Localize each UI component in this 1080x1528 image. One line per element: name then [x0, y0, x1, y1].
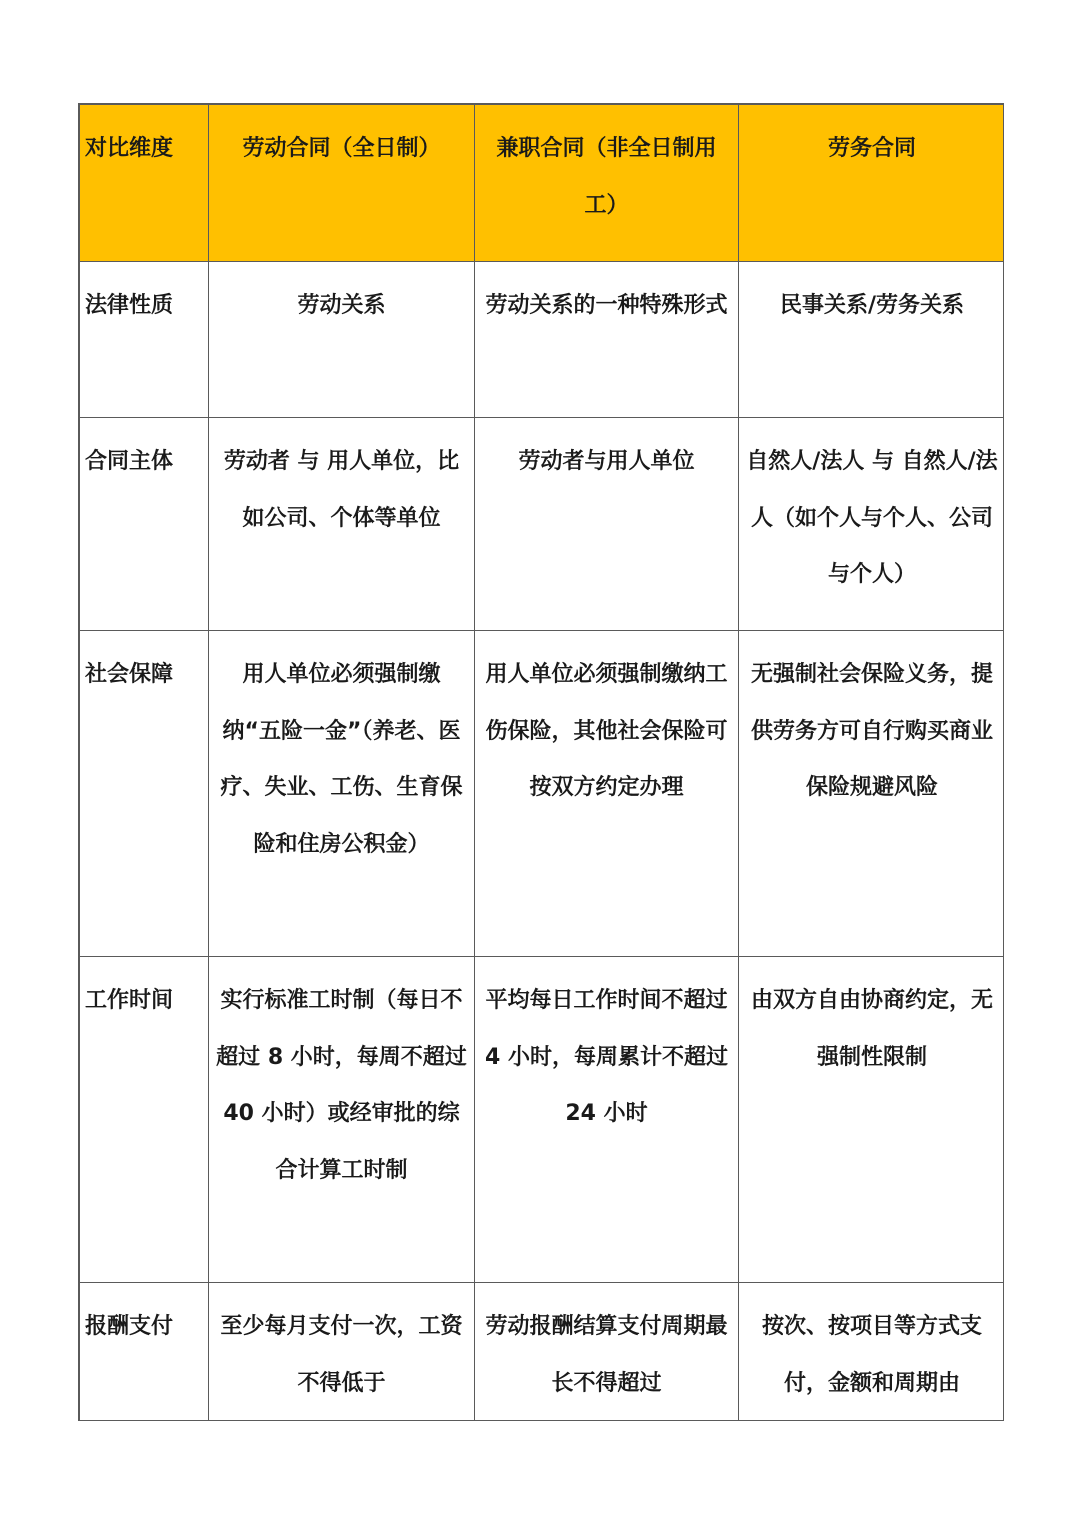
- cell-parttime: 平均每日工作时间不超过 4 小时，每周累计不超过 24 小时: [475, 957, 739, 1283]
- cell-service: 无强制社会保险义务，提供劳务方可自行购买商业保险规避风险: [739, 631, 1005, 957]
- cell-labor: 劳动者 与 用人单位，比如公司、个体等单位: [209, 418, 475, 631]
- header-service-contract: 劳务合同: [739, 105, 1005, 262]
- row-dimension: 工作时间: [80, 957, 209, 1283]
- cell-service: 自然人/法人 与 自然人/法人（如个人与个人、公司与个人）: [739, 418, 1005, 631]
- header-dimension: 对比维度: [80, 105, 209, 262]
- cell-parttime: 劳动关系的一种特殊形式: [475, 262, 739, 418]
- table-row: [80, 957, 1005, 1283]
- cell-service: 按次、按项目等方式支付，金额和周期由: [739, 1283, 1005, 1422]
- comparison-table-container: [78, 103, 1004, 1421]
- table-row: [80, 262, 1005, 418]
- table-row: [80, 418, 1005, 631]
- cell-labor: 至少每月支付一次，工资不得低于: [209, 1283, 475, 1422]
- table-row: [80, 1283, 1005, 1422]
- cell-labor: 用人单位必须强制缴纳“五险一金”（养老、医疗、失业、工伤、生育保险和住房公积金）: [209, 631, 475, 957]
- cell-service: 由双方自由协商约定，无强制性限制: [739, 957, 1005, 1283]
- cell-parttime: 用人单位必须强制缴纳工伤保险，其他社会保险可按双方约定办理: [475, 631, 739, 957]
- cell-parttime: 劳动报酬结算支付周期最长不得超过: [475, 1283, 739, 1422]
- row-dimension: 报酬支付: [80, 1283, 209, 1422]
- cell-labor: 实行标准工时制（每日不超过 8 小时，每周不超过 40 小时）或经审批的综合计算工时制: [209, 957, 475, 1283]
- row-dimension: 法律性质: [80, 262, 209, 418]
- row-dimension: 合同主体: [80, 418, 209, 631]
- table-row: [80, 631, 1005, 957]
- table-header-row: [80, 105, 1005, 262]
- row-dimension: 社会保障: [80, 631, 209, 957]
- cell-labor: 劳动关系: [209, 262, 475, 418]
- header-labor-contract: 劳动合同（全日制）: [209, 105, 475, 262]
- cell-parttime: 劳动者与用人单位: [475, 418, 739, 631]
- contract-comparison-table: [79, 104, 1004, 1421]
- header-parttime-contract: 兼职合同（非全日制用工）: [475, 105, 739, 262]
- cell-service: 民事关系/劳务关系: [739, 262, 1005, 418]
